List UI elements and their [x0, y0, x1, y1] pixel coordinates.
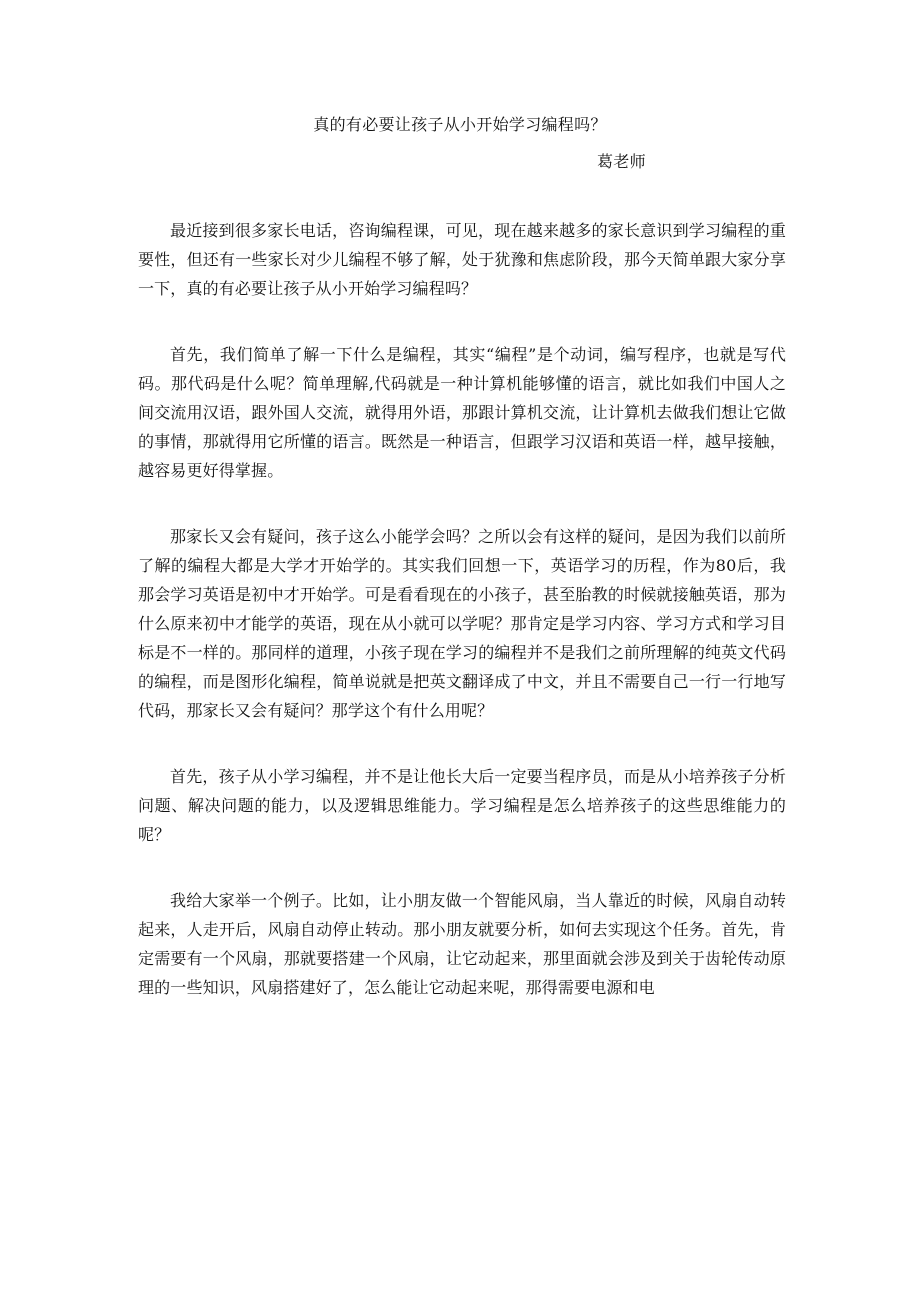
paragraph-5: 我给大家举一个例子。比如，让小朋友做一个智能风扇，当人靠近的时候，风扇自动转起来，人走开后，风扇自动停止转动。那小朋友就要分析，如何去实现这个任务。首先，肯定需要有一个风扇，那就要搭建一个风扇，让它动起来，那里面就会涉及到关于齿轮传动原理的一些知识，风扇搭建好了，怎么能让它动起来呢，那得需要电源和电	[138, 891, 786, 997]
author-name: 葛老师	[597, 152, 646, 171]
paragraph-1: 最近接到很多家长电话，咨询编程课，可见，现在越来越多的家长意识到学习编程的重要性，但还有一些家长对少儿编程不够了解，处于犹豫和焦虑阶段，那今天简单跟大家分享一下，真的有必要让孩子从小开始学习编程吗？	[138, 221, 786, 298]
document-title: 真的有必要让孩子从小开始学习编程吗？	[313, 115, 607, 134]
paragraph-2: 首先，我们简单了解一下什么是编程，其实“编程”是个动词，编写程序，也就是写代码。那代码是什么呢？简单理解,代码就是一种计算机能够懂的语言，就比如我们中国人之间交流用汉语，跟外国人交流，就得用外语，那跟计算机交流，让计算机去做我们想让它做的事情，那就得用它所懂的语言。既然是一种语言，但跟学习汉语和英语一样，越早接触，越容易更好得掌握。	[138, 345, 786, 480]
paragraph-3: 那家长又会有疑问，孩子这么小能学会吗？之所以会有这样的疑问，是因为我们以前所了解的编程大都是大学才开始学的。其实我们回想一下，英语学习的历程，作为80后，我那会学习英语是初中才开始学。可是看看现在的小孩子，甚至胎教的时候就接触英语，那为什么原来初中才能学的英语，现在从小就可以学呢？那肯定是学习内容、学习方式和学习目标是不一样的。那同样的道理，小孩子现在学习的编程并不是我们之前所理解的纯英文代码的编程，而是图形化编程，简单说就是把英文翻译成了中文，并且不需要自己一行一行地写代码，那家长又会有疑问？那学这个有什么用呢？	[138, 527, 786, 720]
paragraph-4: 首先，孩子从小学习编程，并不是让他长大后一定要当程序员，而是从小培养孩子分析问题、解决问题的能力，以及逻辑思维能力。学习编程是怎么培养孩子的这些思维能力的呢？	[138, 767, 786, 844]
document-body	[138, 216, 786, 1039]
